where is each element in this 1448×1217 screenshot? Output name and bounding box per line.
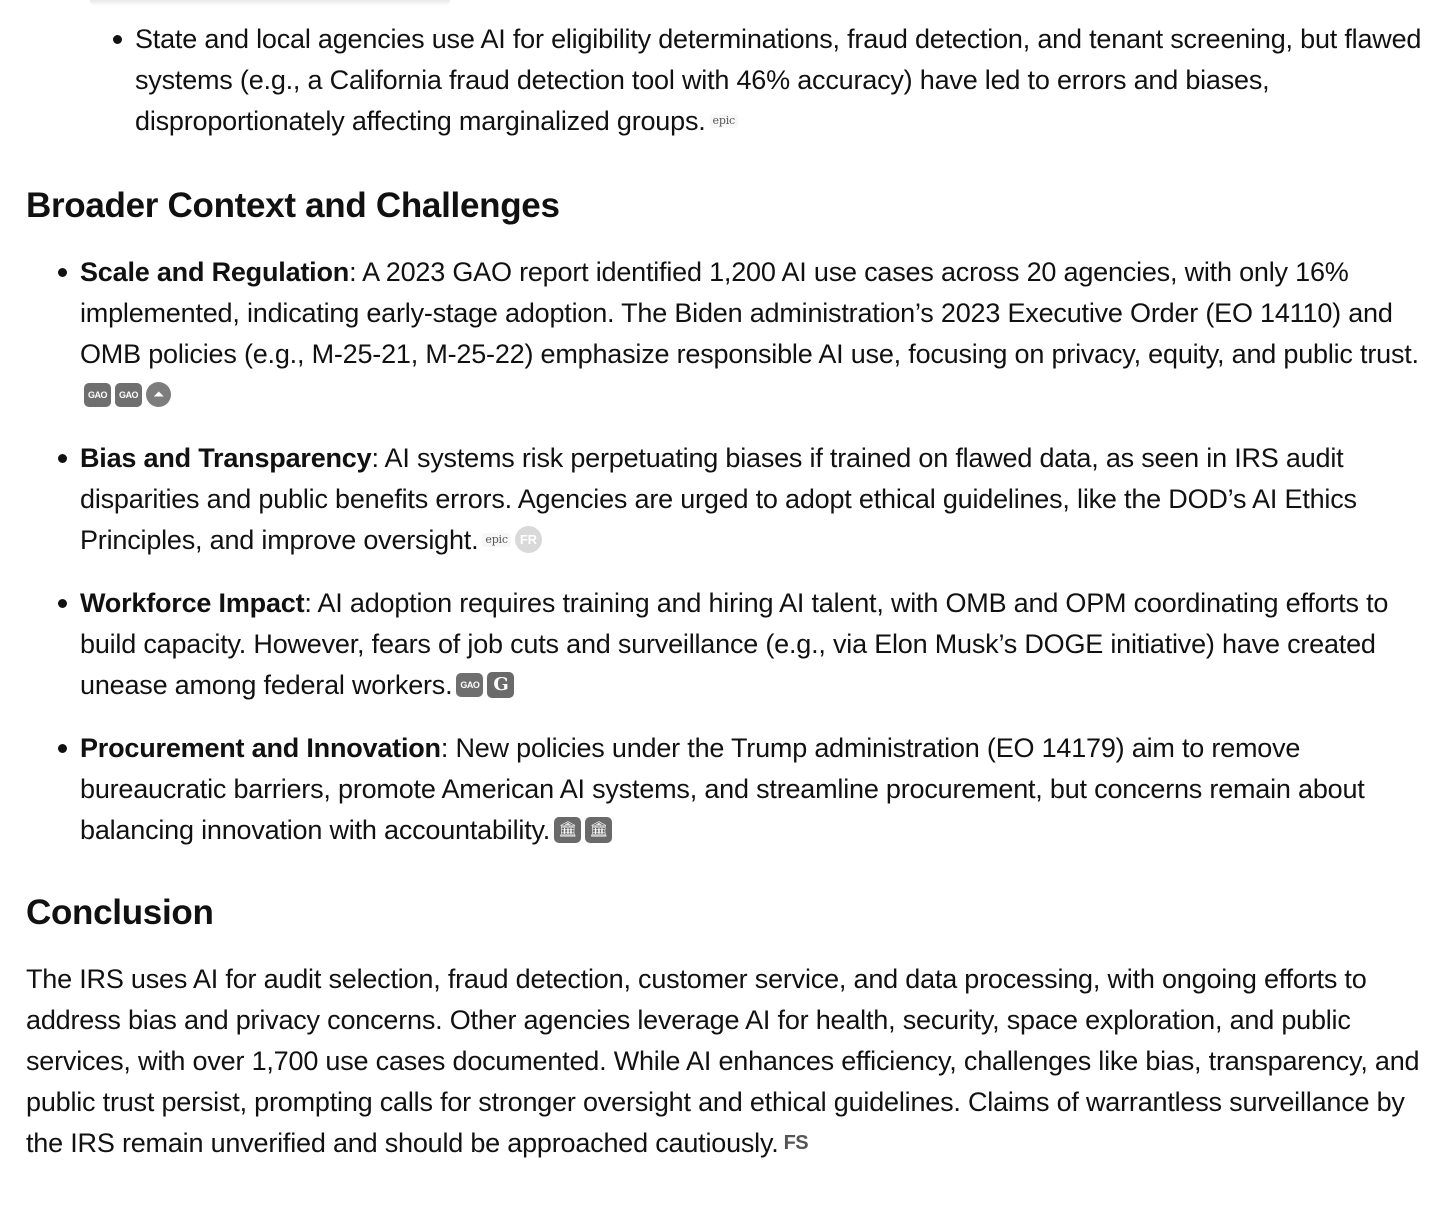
- response-content: [26, 0, 1426, 1165]
- section-heading-conclusion: Conclusion: [26, 893, 214, 932]
- building-source-icon[interactable]: 🏛: [585, 817, 612, 843]
- list-item-workforce-impact: [26, 583, 1426, 706]
- list-item-text: : AI systems risk perpetuating biases if trained on flawed data, as seen in IRS audit disparities and public benefits errors. Agencies are urged to adopt ethical guidelines, like the DOD’s AI Ethics Principles, and improve oversight.: [80, 443, 1357, 555]
- epic-citation-icon[interactable]: epic: [710, 114, 738, 128]
- gao-citation-icon[interactable]: GAO: [115, 383, 142, 407]
- list-item-title: Scale and Regulation: [80, 257, 350, 287]
- list-item-scale-regulation: [26, 252, 1426, 416]
- list-item-text: : New policies under the Trump administration (EO 14179) aim to remove bureaucratic barriers, promote American AI systems, and streamline procurement, but concerns remain about balancing innovation with accountability.: [80, 733, 1365, 845]
- section-heading-context: Broader Context and Challenges: [26, 186, 560, 225]
- list-item-title: Procurement and Innovation: [80, 733, 441, 763]
- fr-citation-icon[interactable]: FR: [515, 526, 542, 553]
- list-item-text: State and local agencies use AI for eligibility determinations, fraud detection, and tenant screening, but flawed systems (e.g., a California fraud detection tool with 46% accuracy) have led to errors and biases, disproportionately affecting marginalized groups.: [135, 24, 1422, 136]
- circle-source-icon[interactable]: ⏶: [146, 382, 171, 407]
- fs-citation-icon[interactable]: FS: [783, 1132, 809, 1155]
- g-citation-icon[interactable]: G: [487, 672, 514, 698]
- epic-citation-icon[interactable]: epic: [482, 533, 510, 547]
- list-item-text: : A 2023 GAO report identified 1,200 AI use cases across 20 agencies, with only 16% implemented, indicating early-stage adoption. The Biden administration’s 2023 Executive Order (EO 14110) and OMB policies (e.g., M-25-21, M-25-22) emphasize responsible AI use, focusing on privacy, equity, and public trust.: [80, 257, 1419, 369]
- list-item-procurement-innovation: [26, 728, 1426, 851]
- gao-citation-icon[interactable]: GAO: [84, 383, 111, 407]
- conclusion-paragraph: [26, 959, 1426, 1165]
- list-item-title: Bias and Transparency: [80, 443, 372, 473]
- list-item-title: Workforce Impact: [80, 588, 305, 618]
- list-item-text: : AI adoption requires training and hiring AI talent, with OMB and OPM coordinating efforts to build capacity. However, fears of job cuts and surveillance (e.g., via Elon Musk’s DOGE initiative) have created unease among federal workers.: [80, 588, 1389, 700]
- gao-citation-icon[interactable]: GAO: [456, 673, 483, 697]
- list-item: [81, 19, 1426, 142]
- context-bullet-list: [26, 252, 1426, 851]
- previous-bullet-list: [81, 19, 1426, 142]
- conclusion-text: The IRS uses AI for audit selection, fraud detection, customer service, and data processing, with ongoing efforts to address bias and privacy concerns. Other agencies leverage AI for health, security, space exploration, and public services, with over 1,700 use cases documented. While AI enhances efficiency, challenges like bias, transparency, and public trust persist, prompting calls for stronger oversight and ethical guidelines. Claims of warrantless surveillance by the IRS remain unverified and should be approached cautiously.: [26, 964, 1420, 1158]
- list-item-bias-transparency: [26, 438, 1426, 561]
- building-source-icon[interactable]: 🏛: [554, 817, 581, 843]
